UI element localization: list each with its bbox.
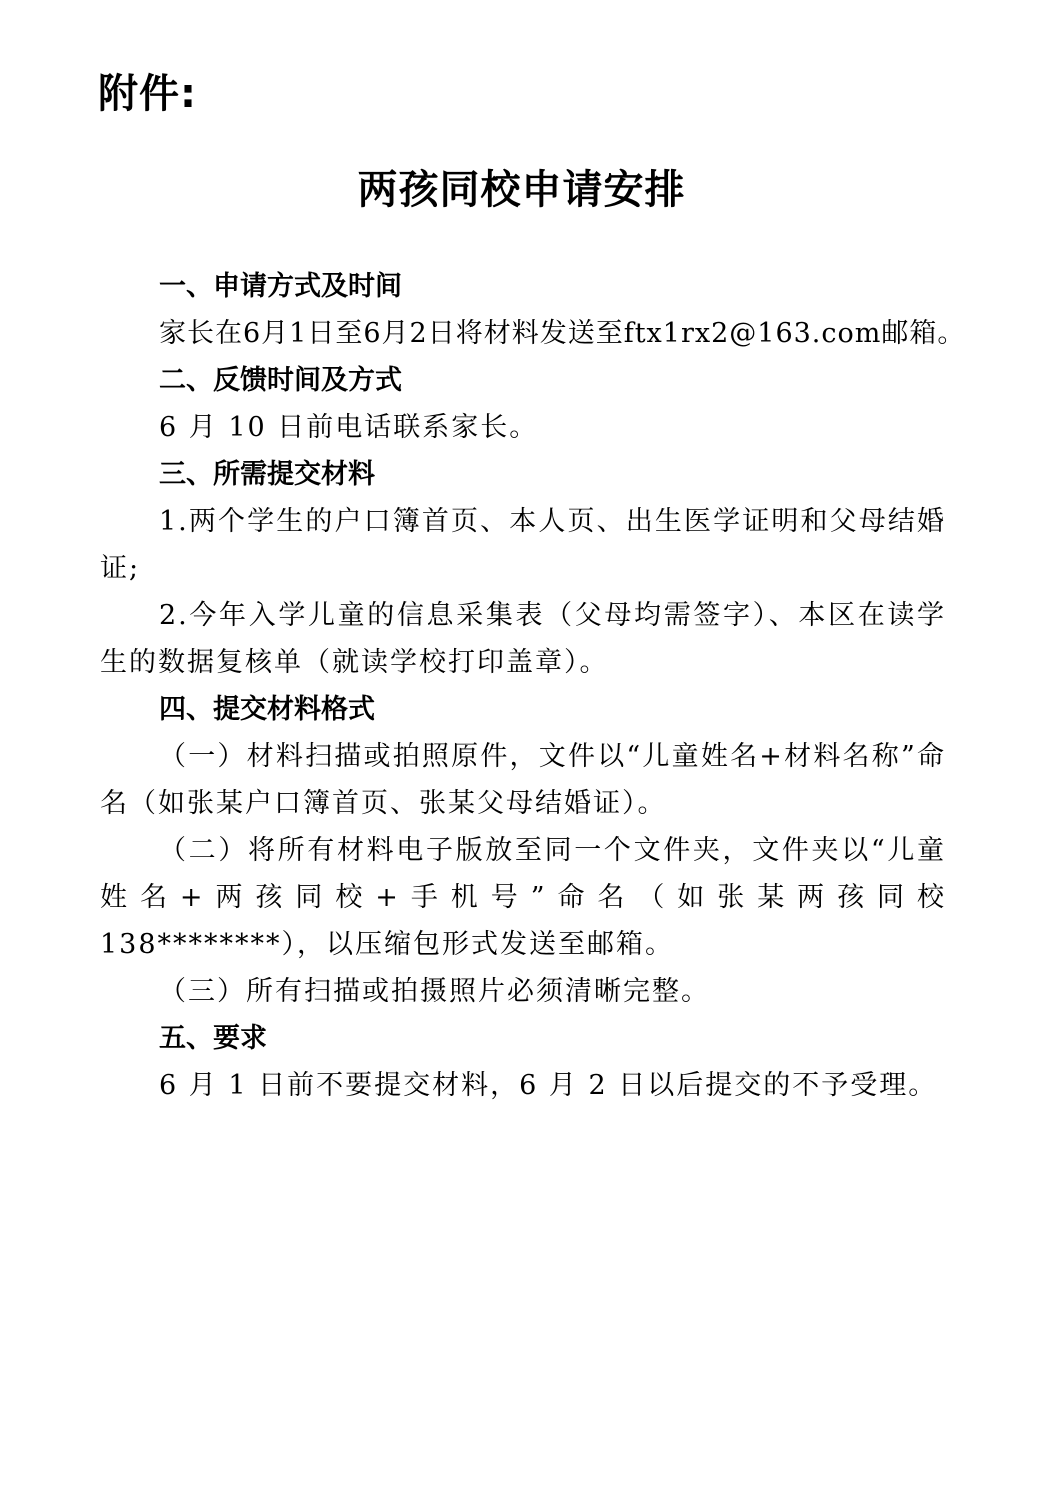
- section-text-materials-item-1: 1.两个学生的户口簿首页、本人页、出生医学证明和父母结婚证;: [100, 506, 946, 584]
- section-heading-material-format: 四、提交材料格式: [159, 694, 375, 725]
- section-heading-feedback: 二、反馈时间及方式: [159, 365, 402, 396]
- section-text-format-item-1: （一）材料扫描或拍照原件，文件以“儿童姓名+材料名称”命名（如张某户口簿首页、张某父母结婚证）。: [100, 741, 946, 819]
- section-text-format-item-3: （三）所有扫描或拍摄照片必须清晰完整。: [159, 976, 710, 1007]
- section-text-application-method: 家长在6月1日至6月2日将材料发送至ftx1rx2@163.com邮箱。: [159, 318, 966, 349]
- section-heading-requirements: 五、要求: [159, 1023, 267, 1054]
- section-text-format-item-2: （二）将所有材料电子版放至同一个文件夹，文件夹以“儿童姓名+两孩同校+手机号”命名（如张某两孩同校 138********），以压缩包形式发送至邮箱。: [100, 835, 946, 960]
- section-text-materials-item-2: 2.今年入学儿童的信息采集表（父母均需签字）、本区在读学生的数据复核单（就读学校打印盖章）。: [100, 600, 946, 678]
- section-heading-application-method: 一、申请方式及时间: [159, 271, 402, 302]
- section-text-feedback: 6 月 10 日前电话联系家长。: [159, 412, 539, 443]
- section-heading-required-materials: 三、所需提交材料: [159, 459, 375, 490]
- document-title: 两孩同校申请安排: [357, 167, 686, 213]
- attachment-label: 附件:: [98, 71, 197, 117]
- section-text-requirements: 6 月 1 日前不要提交材料，6 月 2 日以后提交的不予受理。: [159, 1070, 938, 1101]
- document-body: [100, 263, 966, 1109]
